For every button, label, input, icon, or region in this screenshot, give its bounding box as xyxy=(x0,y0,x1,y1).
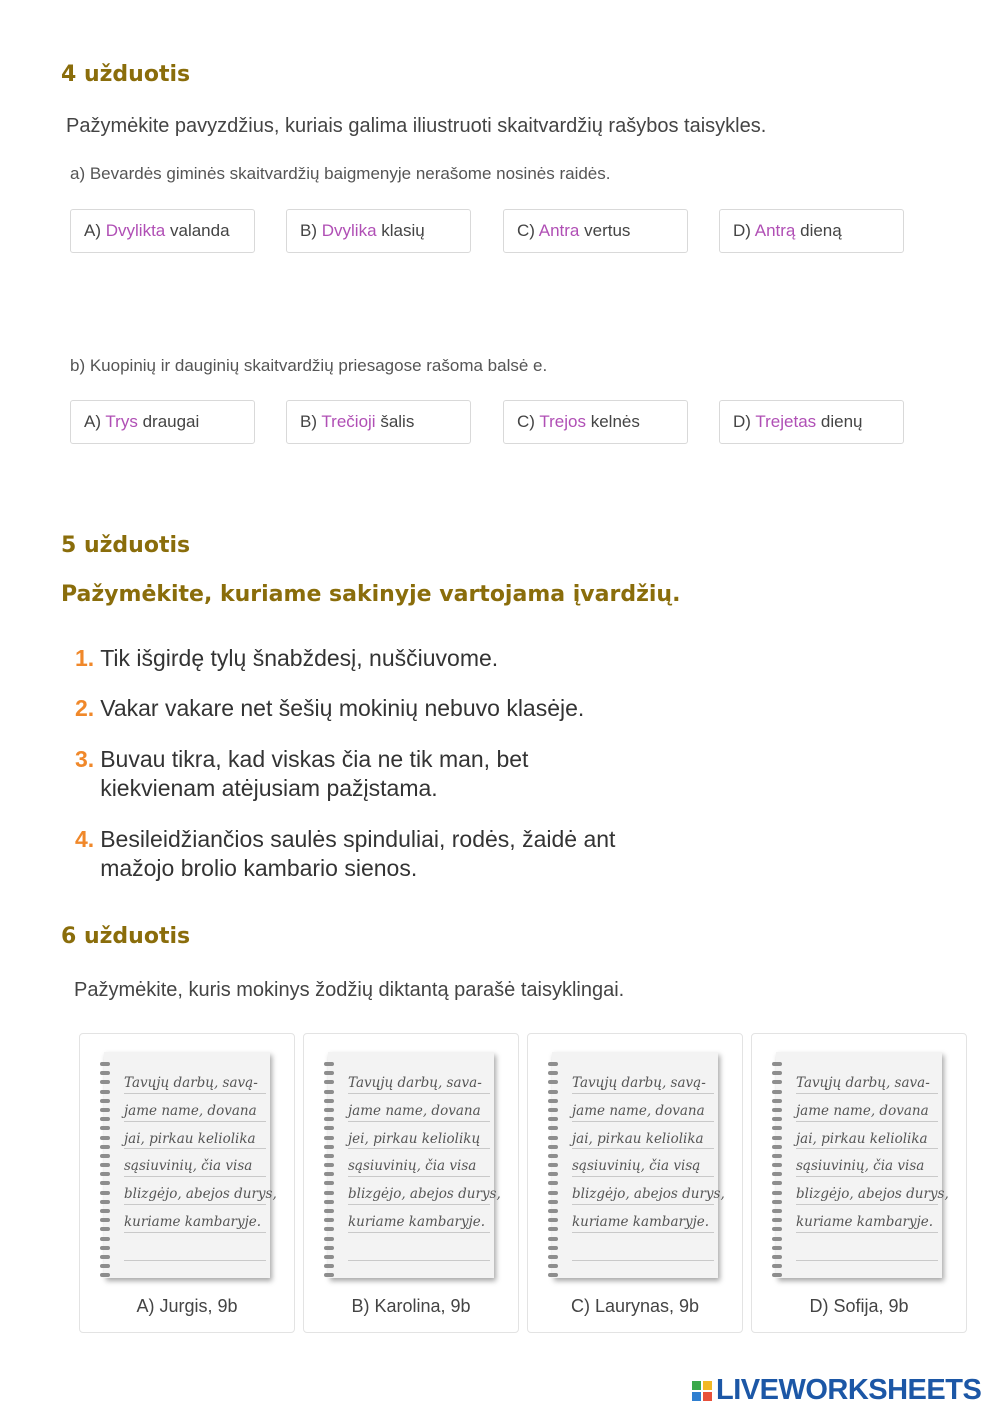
task4-b-option-a[interactable] xyxy=(70,400,255,444)
spiral-binding xyxy=(548,1062,558,1283)
spiral-ring xyxy=(100,1200,110,1204)
option-highlight-word: Trejetas xyxy=(755,412,817,431)
option-highlight-word: Antrą xyxy=(754,221,796,240)
spiral-ring xyxy=(324,1099,334,1103)
spiral-ring xyxy=(100,1080,110,1084)
task4-part-a-text: a) Bevardės giminės skaitvardžių baigmenyje nerašome nosinės raidės. xyxy=(70,164,611,183)
logo-square xyxy=(703,1392,712,1401)
handwritten-line: jame name, dovana xyxy=(348,1094,490,1122)
task5-instruction: Pažymėkite, kuriame sakinyje vartojama įvardžių. xyxy=(61,582,681,607)
card-caption: A) Jurgis, 9b xyxy=(136,1296,238,1316)
spiral-ring xyxy=(548,1108,558,1112)
spiral-ring xyxy=(324,1108,334,1112)
spiral-ring xyxy=(100,1099,110,1103)
handwritten-line: kuriame kambaryje. xyxy=(796,1205,938,1233)
task4-a-option-b[interactable] xyxy=(286,209,471,253)
spiral-ring xyxy=(324,1237,334,1241)
item-number: 2. xyxy=(75,695,95,721)
spiral-ring xyxy=(324,1136,334,1140)
task5-item-3[interactable] xyxy=(75,745,635,803)
option-rest-word: kelnės xyxy=(590,412,640,431)
spiral-ring xyxy=(548,1237,558,1241)
spiral-ring xyxy=(100,1062,110,1066)
handwritten-line: sąsiuvinių, čia visa xyxy=(796,1149,938,1177)
spiral-ring xyxy=(772,1181,782,1185)
spiral-ring xyxy=(324,1163,334,1167)
spiral-ring xyxy=(100,1255,110,1259)
handwritten-line: kuriame kambaryje. xyxy=(572,1205,714,1233)
spiral-ring xyxy=(324,1218,334,1222)
handwritten-line: sąsiuvinių, čia visa xyxy=(124,1149,266,1177)
notebook-page-image xyxy=(552,1052,725,1278)
spiral-ring xyxy=(100,1181,110,1185)
item-number: 1. xyxy=(75,645,95,671)
item-text: Buvau tikra, kad viskas čia ne tik man, bet kiekvienam atėjusiam pažįstama. xyxy=(100,746,529,801)
spiral-ring xyxy=(100,1163,110,1167)
spiral-ring xyxy=(548,1154,558,1158)
liveworksheets-logo xyxy=(692,1374,981,1407)
option-highlight-word: Trejos xyxy=(539,412,586,431)
task5-item-1[interactable] xyxy=(75,644,635,673)
spiral-ring xyxy=(548,1172,558,1176)
option-rest-word: šalis xyxy=(380,412,415,431)
spiral-ring xyxy=(772,1227,782,1231)
spiral-ring xyxy=(548,1218,558,1222)
spiral-ring xyxy=(548,1071,558,1075)
spiral-ring xyxy=(772,1108,782,1112)
logo-square xyxy=(703,1381,712,1390)
spiral-ring xyxy=(772,1209,782,1213)
spiral-ring xyxy=(324,1117,334,1121)
option-highlight-word: Trys xyxy=(105,412,138,431)
spiral-ring xyxy=(772,1246,782,1250)
spiral-ring xyxy=(772,1264,782,1268)
spiral-ring xyxy=(548,1273,558,1277)
task4-instruction: Pažymėkite pavyzdžius, kuriais galima iliustruoti skaitvardžių rašybos taisykles. xyxy=(66,115,767,137)
spiral-ring xyxy=(324,1246,334,1250)
logo-square xyxy=(692,1381,701,1390)
spiral-ring xyxy=(324,1255,334,1259)
item-text: Besileidžiančios saulės spinduliai, rodės, žaidė ant mažojo brolio kambario sienos. xyxy=(100,826,616,881)
spiral-ring xyxy=(548,1191,558,1195)
spiral-ring xyxy=(100,1136,110,1140)
handwritten-line: sąsiuvinių, čia visą xyxy=(572,1149,714,1177)
spiral-ring xyxy=(324,1154,334,1158)
spiral-ring xyxy=(548,1264,558,1268)
spiral-ring xyxy=(548,1090,558,1094)
option-letter: C) xyxy=(517,412,535,431)
spiral-ring xyxy=(100,1090,110,1094)
spiral-ring xyxy=(772,1062,782,1066)
handwritten-line: blizgėjo, abejos durys, xyxy=(796,1177,938,1205)
option-letter: C) xyxy=(517,221,535,240)
spiral-ring xyxy=(100,1237,110,1241)
spiral-ring xyxy=(100,1154,110,1158)
handwritten-line: jei, pirkau keliolikų xyxy=(348,1122,490,1150)
blank-line xyxy=(124,1233,266,1261)
task4-part-b-label: b) Kuopinių ir dauginių skaitvardžių priesagose rašoma balsė e. xyxy=(70,356,548,375)
spiral-ring xyxy=(548,1209,558,1213)
spiral-ring xyxy=(772,1080,782,1084)
spiral-ring xyxy=(324,1264,334,1268)
task4-a-option-d[interactable] xyxy=(719,209,904,253)
handwritten-line: sąsiuvinių, čia visa xyxy=(348,1149,490,1177)
spiral-ring xyxy=(548,1099,558,1103)
spiral-ring xyxy=(772,1126,782,1130)
handwritten-line: jame name, dovana xyxy=(796,1094,938,1122)
spiral-ring xyxy=(324,1126,334,1130)
option-rest-word: valanda xyxy=(169,221,230,240)
spiral-binding xyxy=(100,1062,110,1283)
spiral-ring xyxy=(324,1080,334,1084)
task6-instruction: Pažymėkite, kuris mokinys žodžių diktantą parašė taisyklingai. xyxy=(74,979,625,1001)
option-rest-word: klasių xyxy=(381,221,425,240)
spiral-ring xyxy=(324,1209,334,1213)
spiral-ring xyxy=(324,1200,334,1204)
spiral-ring xyxy=(548,1080,558,1084)
spiral-ring xyxy=(548,1163,558,1167)
spiral-ring xyxy=(548,1136,558,1140)
spiral-ring xyxy=(324,1172,334,1176)
spiral-ring xyxy=(100,1108,110,1112)
spiral-ring xyxy=(548,1126,558,1130)
blank-line xyxy=(348,1233,490,1261)
spiral-ring xyxy=(772,1172,782,1176)
spiral-ring xyxy=(324,1227,334,1231)
spiral-ring xyxy=(324,1090,334,1094)
option-rest-word: vertus xyxy=(584,221,631,240)
logo-mark-icon xyxy=(692,1381,712,1401)
task6-card-b[interactable] xyxy=(303,1033,519,1333)
handwritten-line: blizgėjo, abejos durys, xyxy=(124,1177,266,1205)
spiral-ring xyxy=(548,1062,558,1066)
task4-b-option-c[interactable] xyxy=(503,400,688,444)
spiral-ring xyxy=(100,1227,110,1231)
spiral-ring xyxy=(772,1163,782,1167)
spiral-ring xyxy=(324,1273,334,1277)
item-text: Vakar vakare net šešių mokinių nebuvo klasėje. xyxy=(100,695,585,721)
blank-line xyxy=(796,1233,938,1261)
spiral-ring xyxy=(100,1209,110,1213)
spiral-ring xyxy=(100,1218,110,1222)
option-highlight-word: Antra xyxy=(538,221,580,240)
handwritten-line: Tavųjų darbų, savą- xyxy=(572,1066,714,1094)
handwritten-line: jame name, dovana xyxy=(124,1094,266,1122)
spiral-ring xyxy=(100,1172,110,1176)
handwritten-line: Tavųjų darbų, sava- xyxy=(348,1066,490,1094)
notebook-page-image xyxy=(104,1052,277,1278)
spiral-ring xyxy=(772,1090,782,1094)
notebook-page-image xyxy=(328,1052,501,1278)
option-rest-word: draugai xyxy=(142,412,200,431)
spiral-ring xyxy=(548,1255,558,1259)
card-caption: C) Laurynas, 9b xyxy=(570,1296,700,1316)
card-caption: D) Sofija, 9b xyxy=(809,1296,909,1316)
handwritten-line: Tavųjų darbų, savą- xyxy=(124,1066,266,1094)
spiral-ring xyxy=(100,1126,110,1130)
spiral-ring xyxy=(772,1200,782,1204)
option-highlight-word: Dvylika xyxy=(321,221,377,240)
spiral-ring xyxy=(324,1181,334,1185)
spiral-ring xyxy=(324,1062,334,1066)
handwritten-line: kuriame kambaryje. xyxy=(124,1205,266,1233)
handwritten-line: blizgėjo, abejos durys, xyxy=(348,1177,490,1205)
spiral-ring xyxy=(324,1071,334,1075)
task5-item-4[interactable] xyxy=(75,825,635,883)
spiral-ring xyxy=(772,1117,782,1121)
option-letter: A) xyxy=(84,412,101,431)
task4-part-b-text xyxy=(70,356,547,376)
handwritten-line: jai, pirkau keliolika xyxy=(796,1122,938,1150)
spiral-ring xyxy=(772,1218,782,1222)
spiral-ring xyxy=(100,1273,110,1277)
handwritten-line: jai, pirkau keliolika xyxy=(572,1122,714,1150)
item-number: 4. xyxy=(75,826,95,852)
option-letter: A) xyxy=(84,221,101,240)
spiral-ring xyxy=(548,1145,558,1149)
logo-square xyxy=(692,1392,701,1401)
task6-card-a[interactable] xyxy=(79,1033,295,1333)
task4-a-option-c[interactable] xyxy=(503,209,688,253)
spiral-ring xyxy=(100,1246,110,1250)
spiral-ring xyxy=(548,1117,558,1121)
spiral-ring xyxy=(772,1071,782,1075)
spiral-ring xyxy=(100,1071,110,1075)
handwritten-line: Tavųjų darbų, sava- xyxy=(796,1066,938,1094)
task5-title: 5 užduotis xyxy=(61,533,191,558)
spiral-ring xyxy=(772,1145,782,1149)
spiral-ring xyxy=(772,1191,782,1195)
spiral-ring xyxy=(100,1145,110,1149)
spiral-binding xyxy=(772,1062,782,1283)
spiral-ring xyxy=(100,1117,110,1121)
card-caption: B) Karolina, 9b xyxy=(351,1296,471,1316)
spiral-binding xyxy=(324,1062,334,1283)
task4-a-option-a[interactable] xyxy=(70,209,255,253)
handwritten-line: jame name, dovana xyxy=(572,1094,714,1122)
spiral-ring xyxy=(324,1145,334,1149)
task4-b-option-b[interactable] xyxy=(286,400,471,444)
option-letter: D) xyxy=(733,412,751,431)
spiral-ring xyxy=(100,1264,110,1268)
handwritten-line: kuriame kambaryje. xyxy=(348,1205,490,1233)
task6-title: 6 užduotis xyxy=(61,924,191,949)
task5-item-2[interactable] xyxy=(75,694,635,723)
notebook-page-image xyxy=(776,1052,949,1278)
option-rest-word: dieną xyxy=(800,221,842,240)
spiral-ring xyxy=(772,1154,782,1158)
handwritten-line: blizgėjo, abejos durys, xyxy=(572,1177,714,1205)
spiral-ring xyxy=(548,1246,558,1250)
spiral-ring xyxy=(772,1099,782,1103)
option-highlight-word: Trečioji xyxy=(321,412,376,431)
option-letter: B) xyxy=(300,221,317,240)
task6-card-c[interactable] xyxy=(527,1033,743,1333)
spiral-ring xyxy=(100,1191,110,1195)
item-text: Tik išgirdę tylų šnabždesį, nuščiuvome. xyxy=(100,645,499,671)
task4-title: 4 užduotis xyxy=(61,62,191,87)
task6-card-d[interactable] xyxy=(751,1033,967,1333)
option-rest-word: dienų xyxy=(820,412,863,431)
spiral-ring xyxy=(772,1237,782,1241)
blank-line xyxy=(572,1233,714,1261)
item-number: 3. xyxy=(75,746,95,772)
option-letter: D) xyxy=(733,221,751,240)
spiral-ring xyxy=(324,1191,334,1195)
spiral-ring xyxy=(772,1255,782,1259)
spiral-ring xyxy=(772,1136,782,1140)
handwritten-line: jai, pirkau keliolika xyxy=(124,1122,266,1150)
logo-text: LIVEWORKSHEETS xyxy=(716,1374,982,1406)
spiral-ring xyxy=(548,1227,558,1231)
option-highlight-word: Dvylikta xyxy=(105,221,166,240)
task4-b-option-d[interactable] xyxy=(719,400,904,444)
spiral-ring xyxy=(548,1181,558,1185)
option-letter: B) xyxy=(300,412,317,431)
spiral-ring xyxy=(772,1273,782,1277)
spiral-ring xyxy=(548,1200,558,1204)
